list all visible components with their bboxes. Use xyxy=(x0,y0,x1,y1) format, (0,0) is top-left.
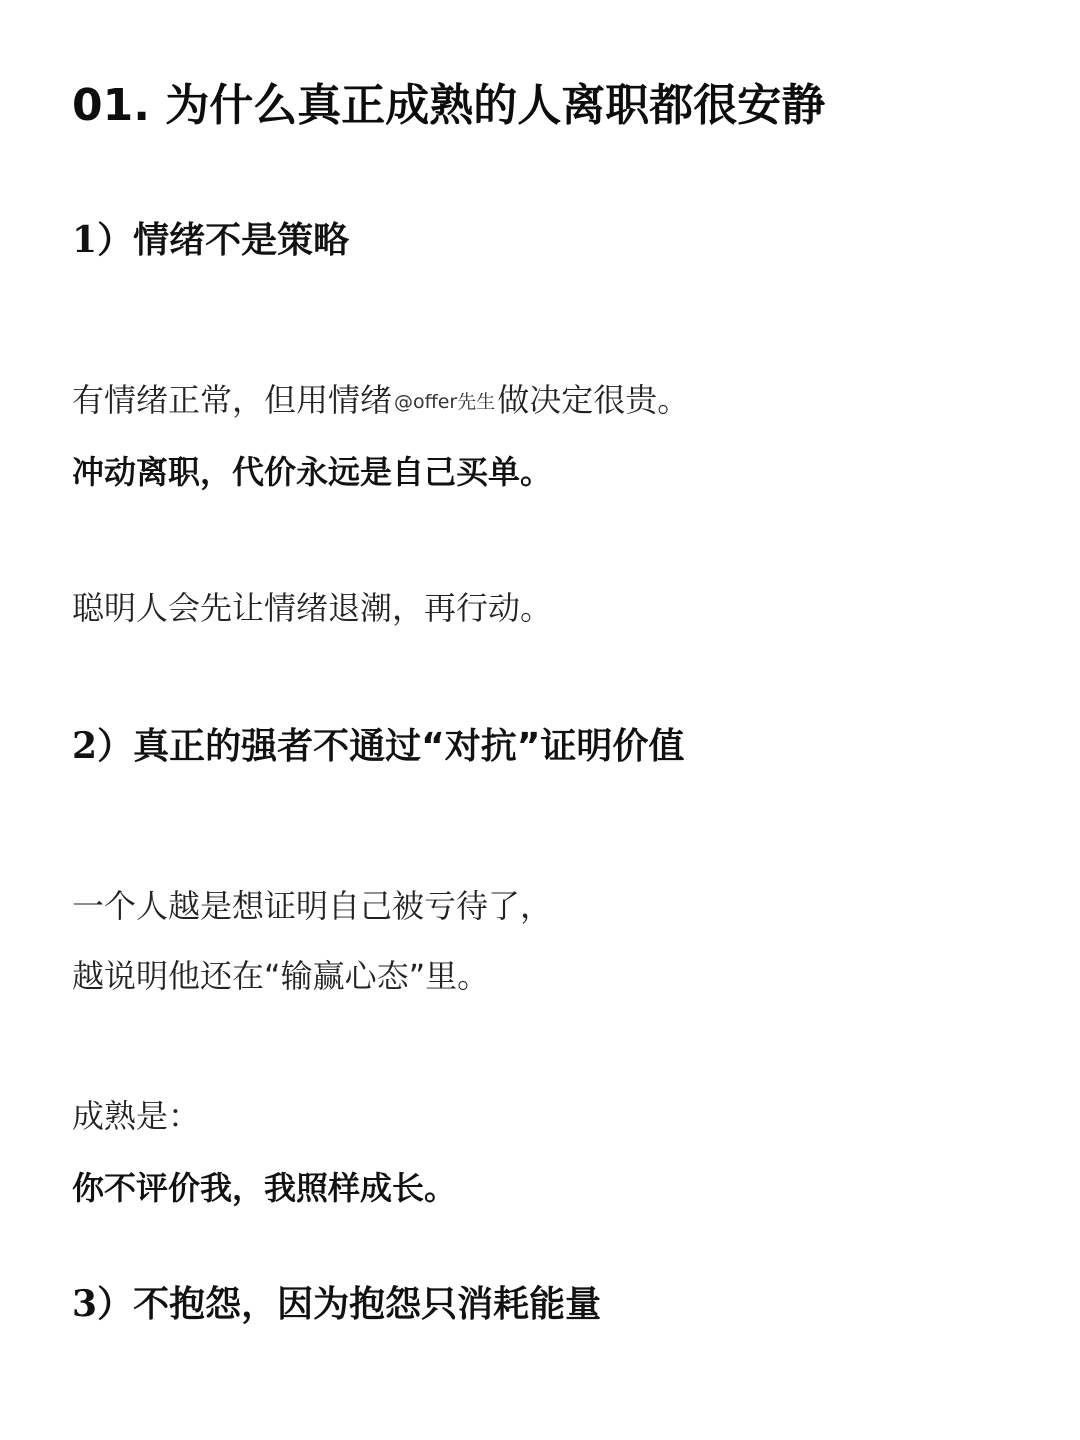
paragraph-line: 越说明他还在“输赢心态”里。 xyxy=(72,957,490,995)
emphasis-line: 你不评价我，我照样成长。 xyxy=(72,1169,457,1207)
section-heading-text-1: ）情绪不是策略 xyxy=(97,220,350,261)
paragraph-text: 有情绪正常，但用情绪 xyxy=(72,381,393,419)
section-heading-3 xyxy=(72,1283,602,1325)
section-number-3: 3 xyxy=(72,1283,98,1325)
paragraph-line: 成熟是： xyxy=(72,1097,201,1135)
section-number-1: 1 xyxy=(72,219,98,261)
paragraph-line: 一个人越是想证明自己被亏待了， xyxy=(72,887,553,925)
emphasis-line: 冲动离职，代价永远是自己买单。 xyxy=(72,453,553,491)
section-heading-2 xyxy=(72,725,685,767)
section-number-2: 2 xyxy=(72,725,98,767)
page-title: 01. 为什么真正成熟的人离职都很安静 xyxy=(72,80,826,131)
paragraph-text: 做决定很贵。 xyxy=(497,381,690,419)
section-heading-1 xyxy=(72,219,350,261)
section-heading-text-3: ）不抱怨，因为抱怨只消耗能量 xyxy=(97,1284,602,1325)
paragraph-line: 聪明人会先让情绪退潮，再行动。 xyxy=(72,589,553,627)
paragraph-line xyxy=(72,381,690,419)
author-watermark: @offer先生 xyxy=(394,391,496,413)
section-heading-text-2: ）真正的强者不通过“对抗”证明价值 xyxy=(97,726,685,767)
